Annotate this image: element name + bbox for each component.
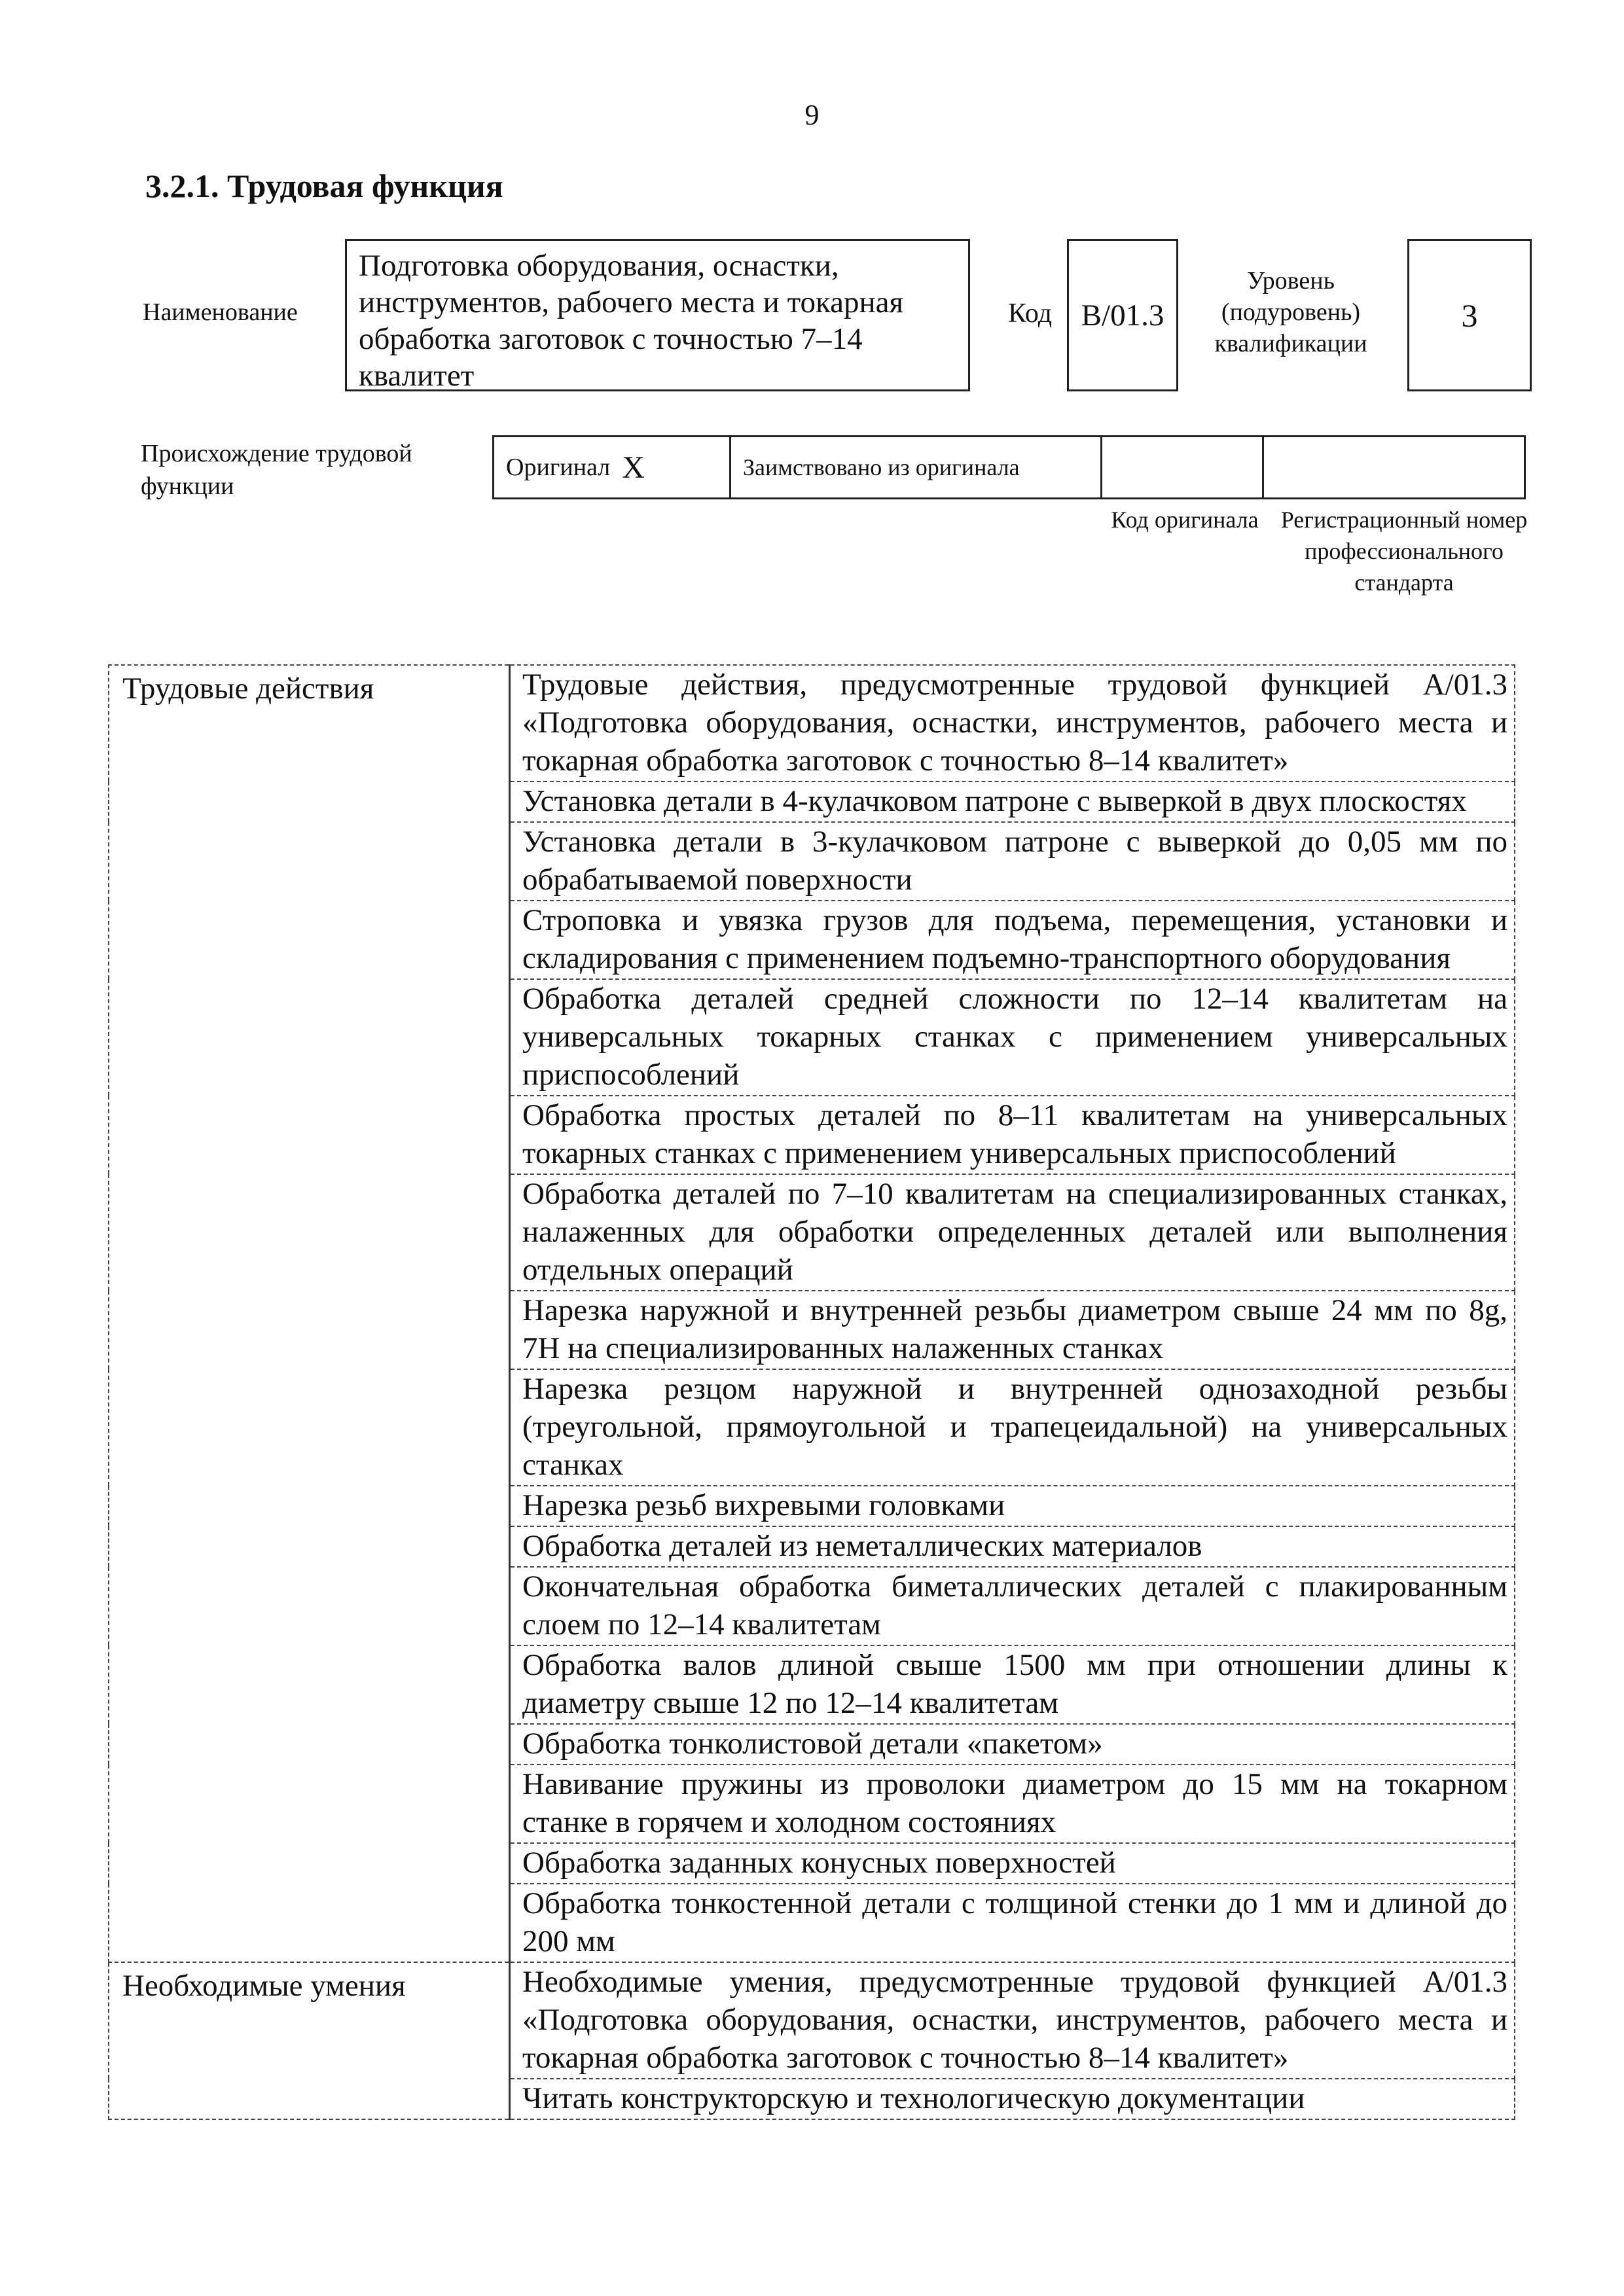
qualification-level-label: Уровень (подуровень) квалификации	[1214, 267, 1367, 357]
section-item: Окончательная обработка биметаллических деталей с плакированным слоем по 12–14 квалитетам	[510, 1567, 1515, 1645]
name-label: Наименование	[143, 298, 298, 326]
section-title: 3.2.1. Трудовая функция	[145, 168, 503, 204]
table-row	[109, 1962, 1515, 2079]
code-label: Код	[1008, 298, 1053, 329]
section-category: Необходимые умения	[109, 1962, 510, 2119]
section-item: Обработка заданных конусных поверхностей	[510, 1843, 1515, 1884]
original-code-cell	[1100, 435, 1264, 499]
original-mark: X	[622, 450, 645, 485]
section-item: Установка детали в 4-кулачковом патроне с выверкой в двух плоскостях	[510, 781, 1515, 822]
section-item: Строповка и увязка грузов для подъема, перемещения, установки и складирования с применением подъемно-транспортного оборудования	[510, 901, 1515, 979]
section-item: Нарезка наружной и внутренней резьбы диаметром свыше 24 мм по 8g, 7H на специализированных налаженных станках	[510, 1291, 1515, 1369]
origin-label: Происхождение трудовой функции	[141, 440, 412, 500]
original-cell	[492, 435, 731, 499]
function-details-table	[108, 664, 1515, 2120]
section-item: Обработка деталей средней сложности по 12–14 квалитетам на универсальных токарных станках с применением универсальных приспособлений	[510, 979, 1515, 1096]
section-category: Трудовые действия	[109, 665, 510, 1962]
reg-number-cell	[1262, 435, 1526, 499]
reg-number-caption: Регистрационный номер профессионального стандарта	[1280, 507, 1528, 596]
section-item: Обработка простых деталей по 8–11 квалитетам на универсальных токарных станках с применением универсальных приспособлений	[510, 1096, 1515, 1174]
section-item: Навивание пружины из проволоки диаметром до 15 мм на токарном станке в горячем и холодном состояниях	[510, 1765, 1515, 1843]
section-item: Обработка деталей из неметаллических материалов	[510, 1526, 1515, 1567]
section-item: Читать конструкторскую и технологическую документации	[510, 2079, 1515, 2119]
section-item: Обработка тонкостенной детали с толщиной стенки до 1 мм и длиной до 200 мм	[510, 1884, 1515, 1962]
borrowed-cell	[729, 435, 1102, 499]
function-code-box: B/01.3	[1067, 239, 1178, 391]
section-item: Обработка тонколистовой детали «пакетом»	[510, 1724, 1515, 1765]
section-item: Обработка деталей по 7–10 квалитетам на специализированных станках, налаженных для обработки определенных деталей или выполнения отдельных операций	[510, 1174, 1515, 1291]
original-label: Оригинал	[506, 454, 611, 481]
section-item: Установка детали в 3-кулачковом патроне с выверкой до 0,05 мм по обрабатываемой поверхности	[510, 822, 1515, 901]
original-code-caption: Код оригинала	[1111, 507, 1259, 533]
origin-row	[494, 435, 1532, 499]
function-name-box: Подготовка оборудования, оснастки, инструментов, рабочего места и токарная обработка заготовок с точностью 7–14 квалитет	[345, 239, 970, 391]
page-number: 9	[804, 99, 820, 131]
qualification-level-box: 3	[1407, 239, 1532, 391]
section-item: Нарезка резьб вихревыми головками	[510, 1486, 1515, 1526]
table-row	[109, 665, 1515, 781]
section-item: Нарезка резцом наружной и внутренней однозаходной резьбы (треугольной, прямоугольной и трапецеидальной) на универсальных станках	[510, 1369, 1515, 1486]
borrowed-label: Заимствовано из оригинала	[743, 454, 1020, 480]
section-item: Трудовые действия, предусмотренные трудовой функцией A/01.3 «Подготовка оборудования, оснастки, инструментов, рабочего места и токарная обработка заготовок с точностью 8–14 квалитет»	[510, 665, 1515, 781]
section-item: Необходимые умения, предусмотренные трудовой функцией A/01.3 «Подготовка оборудования, оснастки, инструментов, рабочего места и токарная обработка заготовок с точностью 8–14 квалитет»	[510, 1962, 1515, 2079]
section-item: Обработка валов длиной свыше 1500 мм при отношении длины к диаметру свыше 12 по 12–14 квалитетам	[510, 1645, 1515, 1724]
